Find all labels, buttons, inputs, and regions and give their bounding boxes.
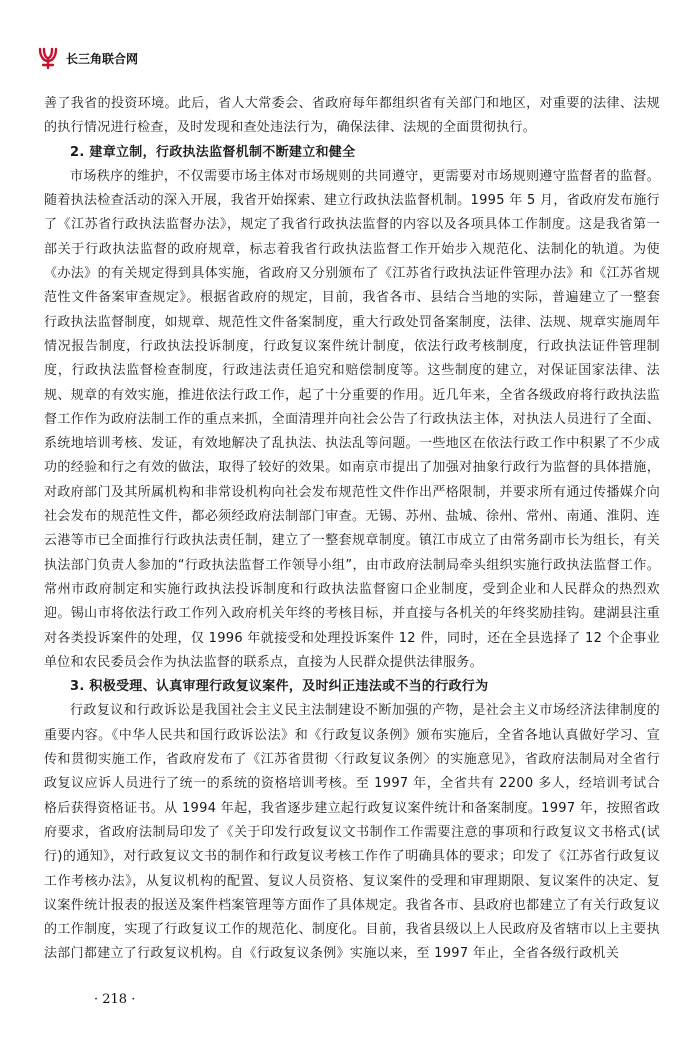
paragraph-continued: 善了我省的投资环境。此后，省人大常委会、省政府每年都组织省有关部门和地区，对重要的法律、法规的执行情况进行检查，及时发现和查处违法行为，确保法律、法规的全面贯彻执行。 [44,96,660,136]
logo-icon [36,46,60,70]
section-heading-2: 2. 建章立制，行政执法监督机制不断建立和健全 [70,144,356,160]
paragraph-reconsideration: 行政复议和行政诉讼是我国社会主义民主法制建设不断加强的产物，是社会主义市场经济法律制度的重要内容。《中华人民共和国行政诉讼法》和《行政复议条例》颁布实施后，全省各地认真做好学习、宣传和贯彻实施工作，省政府发布了《江苏省贯彻〈行政复议条例〉的实施意见》，省政府法制局对全省行政复议应诉人员进行了统一的系统的资格培训考核。至 1997 年，全省共有 2200 多人，经培训考试合格后获得资格证书。从 1994 年起，我省逐步建立起行政复议案件统计和备案制度。1997 年，按照省政府要求，省政府法制局印发了《关于印发行政复议文书制作工作需要注意的事项和行政复议文书格式(试行)的通知》，对行政复议文书的制作和行政复议考核工作作了明确具体的要求；印发了《江苏省行政复议工作考核办法》，从复议机构的配置、复议人员资格、复议案件的受理和审理期限、复议案件的决定、复议案件统计报表的报送及案件档案管理等方面作了具体规定。我省各市、县政府也都建立了有关行政复议的工作制度，实现了行政复议工作的规范化、制度化。目前，我省县级以上人民政府及省辖市以上主要执法部门都建立了行政复议机构。自《行政复议条例》实施以来，至 1997 年止，全省各级行政机关 [44,703,661,962]
document-body [44,92,660,967]
site-header [36,46,138,70]
paragraph-supervision: 市场秩序的维护，不仅需要市场主体对市场规则的共同遵守，更需要对市场规则遵守监督者的监督。随着执法检查活动的深入开展，我省开始探索、建立行政执法监督机制。1995 年 5 月，省政府发布施行了《江苏省行政执法监督办法》，规定了我省行政执法监督的内容以及各项具体工作制度。这是我省第一部关于行政执法监督的政府规章，标志着我省行政执法监督工作开始步入规范化、法制化的轨道。为使《办法》的有关规定得到具体实施，省政府又分别颁布了《江苏省行政执法证件管理办法》和《江苏省规范性文件备案审查规定》。根据省政府的规定，目前，我省各市、县结合当地的实际，普遍建立了一整套行政执法监督制度，如规章、规范性文件备案制度，重大行政处罚备案制度，法律、法规、规章实施周年情况报告制度，行政执法投诉制度，行政复议案件统计制度，依法行政考核制度，行政执法证件管理制度，行政执法监督检查制度，行政违法责任追究和赔偿制度等。这些制度的建立，对保证国家法律、法规、规章的有效实施，推进依法行政工作，起了十分重要的作用。近几年来，全省各级政府将行政执法监督工作作为政府法制工作的重点来抓，全面清理并向社会公告了行政执法主体，对执法人员进行了全面、系统地培训考核、发证，有效地解决了乱执法、执法乱等问题。一些地区在依法行政工作中积累了不少成功的经验和行之有效的做法，取得了较好的效果。如南京市提出了加强对抽象行政行为监督的具体措施，对政府部门及其所属机构和非常设机构向社会发布规范性文件作出严格限制，并要求所有通过传播媒介向社会发布的规范性文件，都必须经政府法制部门审查。无锡、苏州、盐城、徐州、常州、南通、淮阴、连云港等市已全面推行行政执法责任制，建立了一整套规章制度。镇江市成立了由常务副市长为组长，有关执法部门负责人参加的“行政执法监督工作领导小组”，由市政府法制局牵头组织实施行政执法监督工作。常州市政府制定和实施行政执法投诉制度和行政执法监督窗口企业制度，受到企业和人民群众的热烈欢迎。锡山市将依法行政工作列入政府机关年终的考核目标，并直接与各机关的年终奖励挂钩。建湖县注重对各类投诉案件的处理，仅 1996 年就接受和处理投诉案件 12 件，同时，还在全县选择了 12 个企事业单位和农民委员会作为执法监督的联系点，直接为人民群众提供法律服务。 [44,168,660,670]
page-number: · 218 · [94,992,136,1007]
site-name: 长三角联合网 [66,51,139,66]
section-heading-3: 3. 积极受理、认真审理行政复议案件，及时纠正违法或不当的行政行为 [70,679,489,695]
